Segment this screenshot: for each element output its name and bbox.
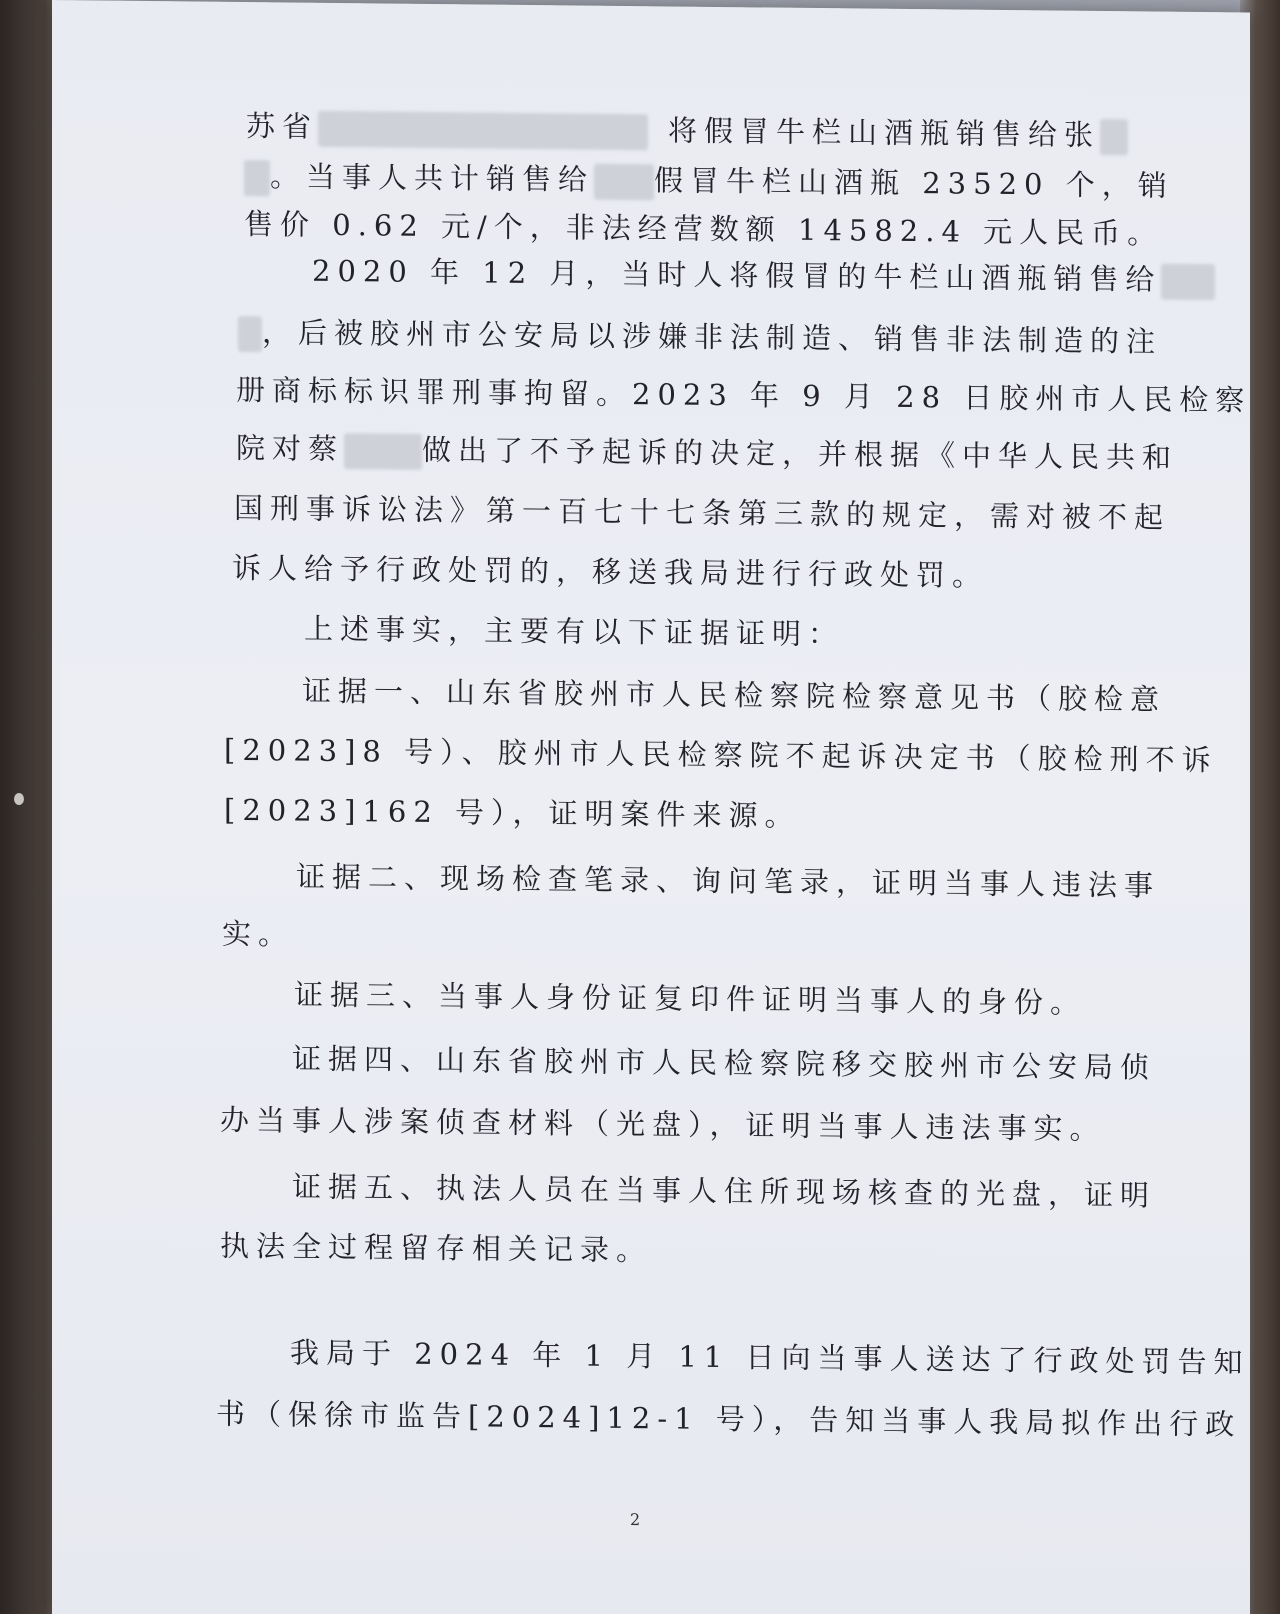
text-line — [220, 1036, 1156, 1090]
text-segment: 办当事人涉案侦查材料（光盘），证明当事人违法事实。 — [220, 1102, 1106, 1147]
text-segment: 将假冒牛栏山酒瓶销售给张 — [668, 113, 1101, 152]
text-line — [220, 1164, 1156, 1218]
text-segment: [2023]162 号），证明案件来源。 — [224, 792, 801, 833]
text-line — [236, 426, 1178, 480]
redaction-block — [318, 111, 648, 150]
text-line — [232, 546, 988, 598]
text-segment: 诉人给予行政处罚的，移送我局进行行政处罚。 — [232, 550, 989, 593]
text-line — [246, 104, 1128, 157]
text-line — [218, 1330, 1249, 1385]
text-segment: ，后被胶州市公安局以涉嫌非法制造、销售非法制造的注 — [262, 315, 1163, 359]
text-segment: 院对蔡 — [236, 430, 345, 467]
text-segment: 执法全过程留存相关记录。 — [220, 1228, 653, 1268]
text-line — [224, 728, 1218, 782]
text-line — [216, 1392, 1241, 1447]
text-line — [222, 912, 294, 957]
pushpin — [14, 793, 24, 805]
text-line — [244, 154, 1174, 208]
redaction-block — [594, 164, 654, 201]
redaction-block — [244, 160, 270, 196]
redaction-block — [344, 433, 422, 470]
text-segment: 2020 年 12 月，当时人将假冒的牛栏山酒瓶销售给 — [240, 252, 1162, 297]
document-body — [216, 98, 1252, 1442]
text-segment: 做出了不予起诉的决定，并根据《中华人民共和 — [422, 432, 1179, 475]
text-segment: [2023]8 号）、胶州市人民检察院不起诉决定书（胶检刑不诉 — [224, 732, 1218, 778]
text-segment: 证据二、现场检查笔录、询问笔录，证明当事人违法事 — [224, 858, 1161, 903]
text-line — [236, 368, 1251, 423]
text-line — [232, 606, 844, 656]
text-line — [222, 972, 1086, 1025]
text-segment: 证据三、当事人身份证复印件证明当事人的身份。 — [222, 976, 1087, 1020]
text-line — [220, 1098, 1106, 1151]
text-line — [238, 310, 1162, 364]
page-number: 2 — [630, 1510, 641, 1530]
text-segment: 苏省 — [246, 109, 319, 144]
text-segment: 证据一、山东省胶州市人民检察院检察意见书（胶检意 — [230, 672, 1167, 717]
text-line — [240, 248, 1215, 302]
text-segment: 书（保徐市监告[2024]12-1 号），告知当事人我局拟作出行政 — [216, 1396, 1242, 1442]
text-segment: 证据四、山东省胶州市人民检察院移交胶州市公安局侦 — [220, 1040, 1157, 1085]
text-line — [224, 788, 801, 838]
text-segment: 证据五、执法人员在当事人住所现场核查的光盘，证明 — [220, 1168, 1157, 1213]
document-page — [52, 0, 1250, 1614]
text-segment: 。当事人共计销售给 — [270, 159, 595, 197]
redaction-block — [1100, 119, 1128, 155]
text-line — [220, 1224, 652, 1273]
text-segment: 册商标标识罪刑事拘留。2023 年 9 月 28 日胶州市人民检察 — [236, 372, 1252, 418]
text-segment: 我局于 2024 年 1 月 11 日向当事人送达了行政处罚告知 — [218, 1334, 1250, 1380]
text-segment: 假冒牛栏山酒瓶 23520 个，销 — [654, 163, 1174, 203]
text-line — [234, 486, 1170, 540]
text-segment: 国刑事诉讼法》第一百七十七条第三款的规定，需对被不起 — [234, 490, 1171, 535]
redaction-block — [1161, 264, 1215, 301]
text-segment: 售价 0.62 元/个，非法经营数额 14582.4 元人民币。 — [244, 207, 1164, 251]
text-line — [244, 202, 1163, 256]
text-segment: 实。 — [222, 916, 295, 952]
text-segment: 上述事实，主要有以下证据证明： — [232, 610, 845, 652]
text-line — [224, 854, 1160, 908]
text-line — [230, 668, 1166, 722]
redaction-block — [238, 316, 262, 352]
